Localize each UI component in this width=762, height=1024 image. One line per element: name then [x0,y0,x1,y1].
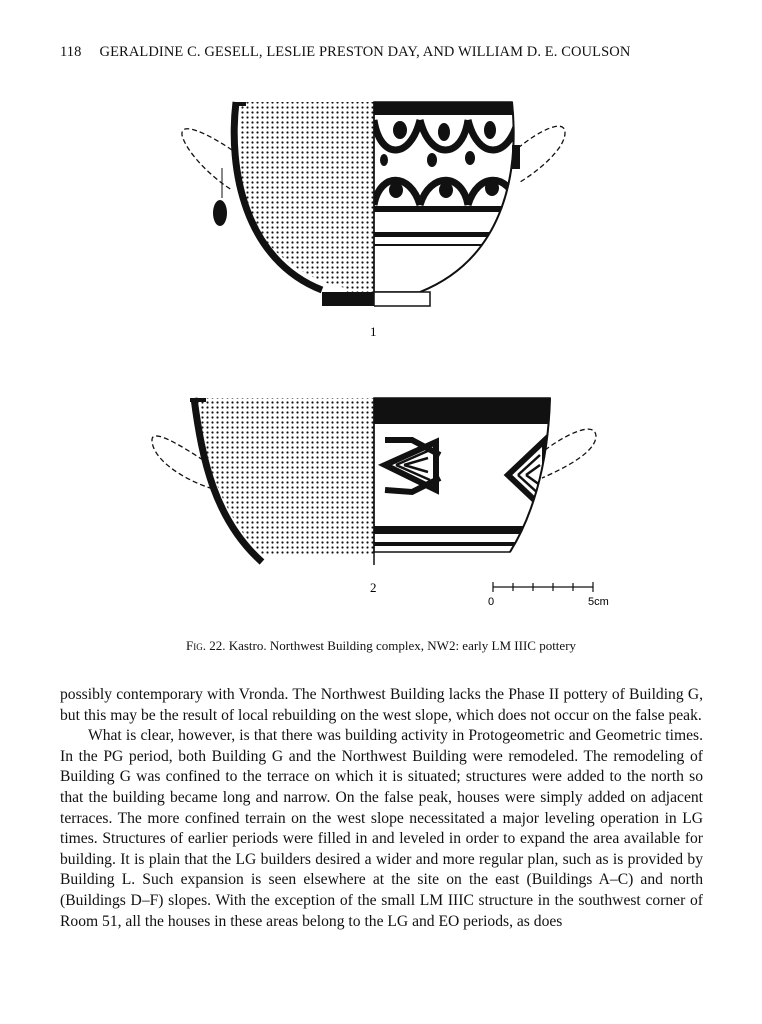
vessel-2-right-handle [542,429,596,478]
vessel-1-label: 1 [370,324,377,339]
figure-caption [0,638,762,654]
scale-end-label: 5cm [588,596,609,608]
scale-start-label: 0 [488,596,495,608]
paragraph-2: What is clear, however, is that there was building activity in Protogeometric and Geometric times. In the PG period, both Building G and the Northwest Building were remodeled. The remodeling of Building G was confined to the terrace on which it is situated; structures were added to the north so that the building became long and narrow. On the false peak, houses were simply added on adjacent terraces. The more confined terrain on the west slope necessitated a major leveling operation in LG times. Structures of earlier periods were filled in and leveled in order to expand the area available for building. It is plain that the LG builders desired a wider and more regular plan, such as is provided by Building L. Such expansion is seen elsewhere at the site on the east (Buildings A–C) and north (Buildings D–F) slopes. With the exception of the small LM IIIC structure in the southwest corner of Room 51, all the houses in these areas belong to the LG and EO periods, as does [60,727,703,930]
page-number: 118 [60,44,82,60]
figure-number: Fig. 22. [185,638,226,653]
vessel-1-left-handle [182,129,232,190]
body-text [60,685,703,932]
vessel-1-foot [322,292,374,306]
vessel-2-label: 2 [370,580,377,595]
vessel-2-drawing [152,398,596,595]
scale-bar [488,582,609,608]
author-line: GERALDINE C. GESELL, LESLIE PRESTON DAY, AND WILLIAM D. E. COULSON [99,44,631,60]
paragraph-1: possibly contemporary with Vronda. The Northwest Building lacks the Phase II pottery of Building G, but this may be the result of local rebuilding on the west slope, which does not occur on the false peak. [60,686,703,724]
running-head [60,44,710,61]
vessel-1-pendant [213,200,227,226]
vessel-1-drawing [182,102,565,339]
figure-22 [0,85,762,625]
vessel-1-right-handle [518,126,565,182]
vessel-1-section [240,102,374,298]
vessel-2-section [198,398,374,555]
pottery-drawings [0,85,762,625]
caption-text: Kastro. Northwest Building complex, NW2: early LM IIIC pottery [228,638,577,653]
